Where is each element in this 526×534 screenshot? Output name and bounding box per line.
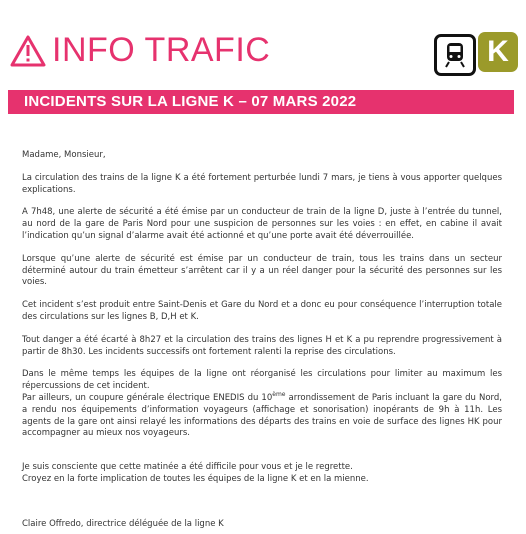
headline-text: INCIDENTS SUR LA LIGNE K – 07 MARS 2022 (24, 93, 357, 110)
greeting: Madame, Monsieur, (22, 150, 106, 160)
warning-triangle-icon (10, 34, 46, 68)
letter-body (22, 150, 502, 531)
paragraph-4: Cet incident s’est produit entre Saint-Denis et Gare du Nord et a donc eu pour conséquence l’interruption totale des circulations sur les lignes B, D,H et K. (22, 300, 502, 322)
paragraph-6: Dans le même temps les équipes de la ligne ont réorganisé les circulations pour limiter au maximum les répercussions de cet incident. (22, 369, 502, 392)
header (8, 30, 518, 74)
signature: Claire Offredo, directrice déléguée de la ligne K (22, 518, 224, 529)
closing-line-2: Croyez en la forte implication de toutes les équipes de la ligne K et en la mienne. (22, 473, 369, 484)
paragraph-1: La circulation des trains de la ligne K a été fortement perturbée lundi 7 mars, je tiens à vous apporter quelques explications. (22, 172, 502, 195)
ordinal-superscript: ème (272, 391, 286, 399)
paragraph-5: Tout danger a été écarté à 8h27 et la circulation des trains des lignes H et K a pu reprendre progressivement à partir de 8h30. Les incidents successifs ont fortement ralenti la reprise des circulations. (22, 334, 502, 357)
line-k-badge: K (478, 32, 518, 72)
paragraph-2: A 7h48, une alerte de sécurité a été émise par un conducteur de train de la ligne D, juste à l’entrée du tunnel, au nord de la gare de Paris Nord pour une suspicion de personnes sur les voies : en effet, en cabine il avait l’indication qu’un signal d’alarme avait été actionné et qu’une porte avait été déverrouillée. (22, 207, 502, 241)
closing-line-1: Je suis consciente que cette matinée a été difficile pour vous et je le regrette. (22, 462, 353, 473)
train-icon (434, 34, 476, 76)
paragraph-7-start: Par ailleurs, un coupure générale électrique ENEDIS du 10 (22, 392, 273, 403)
page-title: INFO TRAFIC (52, 31, 271, 69)
paragraph-7-end: arrondissement de Paris incluant la gare du Nord, a rendu nos équipements d’information voyageurs (affichage et sonorisation) inopérants de 9h à 11h. Les agents de la gare ont ainsi relayé les informations des départs des trains en voie de surface des lignes HK pour accompagner au mieux nos voyageurs. (22, 392, 502, 439)
headline-banner (8, 90, 514, 114)
paragraph-7 (22, 393, 502, 440)
paragraph-3: Lorsque qu’une alerte de sécurité est émise par un conducteur de train, tous les trains dans un secteur déterminé autour du train émetteur s’arrêtent car il y a un réel danger pour la sécurité des personnes sur les voies. (22, 253, 502, 288)
